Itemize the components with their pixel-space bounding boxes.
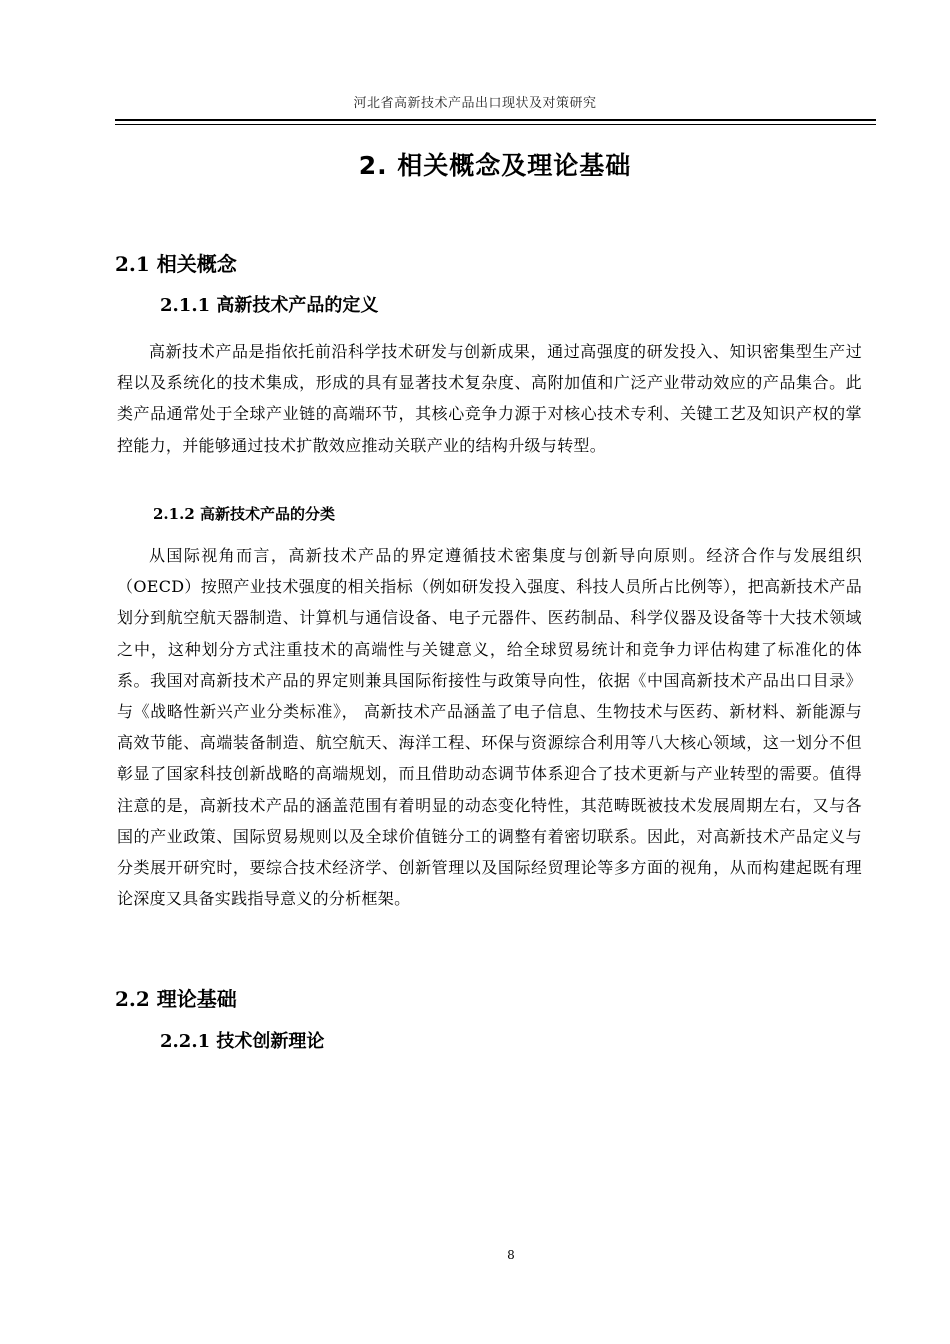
subsection-heading-2-2-1: 2.2.1 技术创新理论	[160, 1031, 325, 1052]
paragraph-classification: 从国际视角而言，高新技术产品的界定遵循技术密集度与创新导向原则。经济合作与发展组织（OECD）按照产业技术强度的相关指标（例如研发投入强度、科技人员所占比例等），把高新技术产品划分到航空航天器制造、计算机与通信设备、电子元器件、医药制品、科学仪器及设备等十大技术领域之中，这种划分方式注重技术的高端性与关键意义，给全球贸易统计和竞争力评估构建了标准化的体系。我国对高新技术产品的界定则兼具国际衔接性与政策导向性，依据《中国高新技术产品出口目录》与《战略性新兴产业分类标准》， 高新技术产品涵盖了电子信息、生物技术与医药、新材料、新能源与高效节能、高端装备制造、航空航天、海洋工程、环保与资源综合利用等八大核心领域，这一划分不但彰显了国家科技创新战略的高端规划，而且借助动态调节体系迎合了技术更新与产业转型的需要。值得注意的是，高新技术产品的涵盖范围有着明显的动态变化特性，其范畴既被技术发展周期左右，又与各国的产业政策、国际贸易规则以及全球价值链分工的调整有着密切联系。因此，对高新技术产品定义与分类展开研究时，要综合技术经济学、创新管理以及国际经贸理论等多方面的视角，从而构建起既有理论深度又具备实践指导意义的分析框架。	[117, 546, 862, 909]
section-heading-2-1: 2.1 相关概念	[115, 252, 237, 276]
chapter-title: 2. 相关概念及理论基础	[358, 151, 632, 180]
subsection-heading-2-1-1: 2.1.1 高新技术产品的定义	[160, 295, 379, 316]
page-number: 8	[507, 1248, 515, 1262]
section-heading-2-2: 2.2 理论基础	[115, 987, 237, 1011]
running-header: 河北省高新技术产品出口现状及对策研究	[353, 96, 597, 111]
header-rule	[115, 119, 876, 121]
header-rule-secondary	[115, 124, 876, 125]
paragraph-definition: 高新技术产品是指依托前沿科学技术研发与创新成果，通过高强度的研发投入、知识密集型生产过程以及系统化的技术集成，形成的具有显著技术复杂度、高附加值和广泛产业带动效应的产品集合。此类产品通常处于全球产业链的高端环节，其核心竞争力源于对核心技术专利、关键工艺及知识产权的掌控能力，并能够通过技术扩散效应推动关联产业的结构升级与转型。	[117, 342, 862, 455]
subsection-heading-2-1-2: 2.1.2 高新技术产品的分类	[153, 505, 335, 523]
